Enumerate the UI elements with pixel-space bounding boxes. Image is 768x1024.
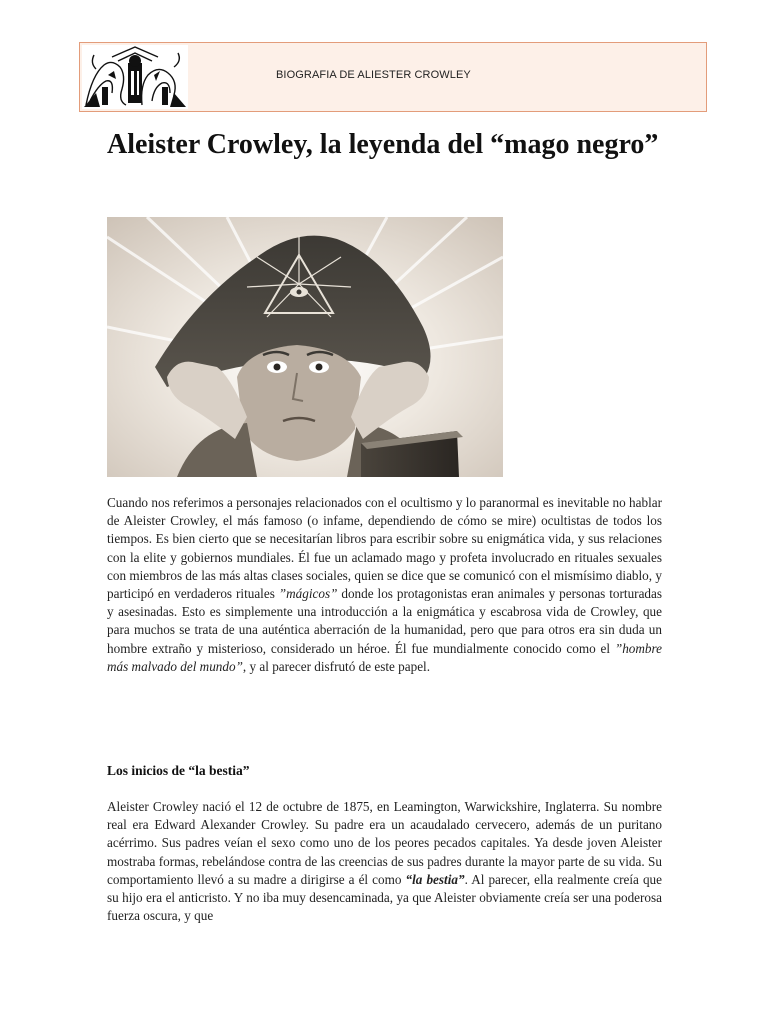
article-title: Aleister Crowley, la leyenda del “mago negro” [107,129,659,160]
crowley-portrait-photo [107,217,503,477]
section-emphasis: “la bestia” [405,871,465,887]
section-heading: Los inicios de “la bestia” [107,763,250,778]
intro-text-3: , y al parecer disfrutó de este papel. [242,658,431,674]
engraving-logo-icon [82,45,188,109]
intro-emphasis-2: ”hombre más malvado del mundo” [107,640,662,674]
page-header [79,42,707,112]
intro-emphasis-1: ”mágicos” [278,586,338,602]
intro-text-2: donde los protagonistas eran animales y personas torturadas y asesinadas. Esto es simplemente una introducción a la enigmática y escabrosa vida de Crowley, que para muchos se trata de una auténtica aberración de la humanidad, pero que para otros era sin duda un hombre extraño y misterioso, considerado un héroe. Él fue mundialmente conocido como el [107,586,662,656]
intro-paragraph [107,494,662,676]
section-text-1: Aleister Crowley nació el 12 de octubre de 1875, en Leamington, Warwickshire, Inglaterra. Su nombre real era Edward Alexander Crowley. Su padre era un acaudalado cervecero, además de un puritano acérrimo. Sus padres veían el sexo como uno de los peores pecados capitales. Ya desde joven Aleister mostraba formas, rebelándose contra de las creencias de sus padres durante la mayor parte de su vida. Su comportamiento llevó a su madre a dirigirse a él como [107,799,662,887]
header-title: BIOGRAFIA DE ALIESTER CROWLEY [276,69,471,81]
section-paragraph [107,798,662,925]
intro-text-1: Cuando nos referimos a personajes relacionados con el ocultismo y lo paranormal es inevitable no hablar de Aleister Crowley, el más famoso (o infame, dependiendo de cómo se mire) ocultistas de todos los tiempos. Es bien cierto que se necesitarían libros para escribir sobre su enigmática vida, y sus relaciones con la elite y gobiernos mundiales. Él fue un aclamado mago y profeta involucrado en rituales sexuales con miembros de las más altas clases sociales, quien se dice que se comunicó con el mismísimo diablo, y participó en verdaderos rituales [107,495,662,602]
section-text-2: . Al parecer, ella realmente creía que su hijo era el anticristo. Y no iba muy desencaminada, ya que Aleister obviamente creía ser una poderosa fuerza oscura, y que [107,871,662,924]
